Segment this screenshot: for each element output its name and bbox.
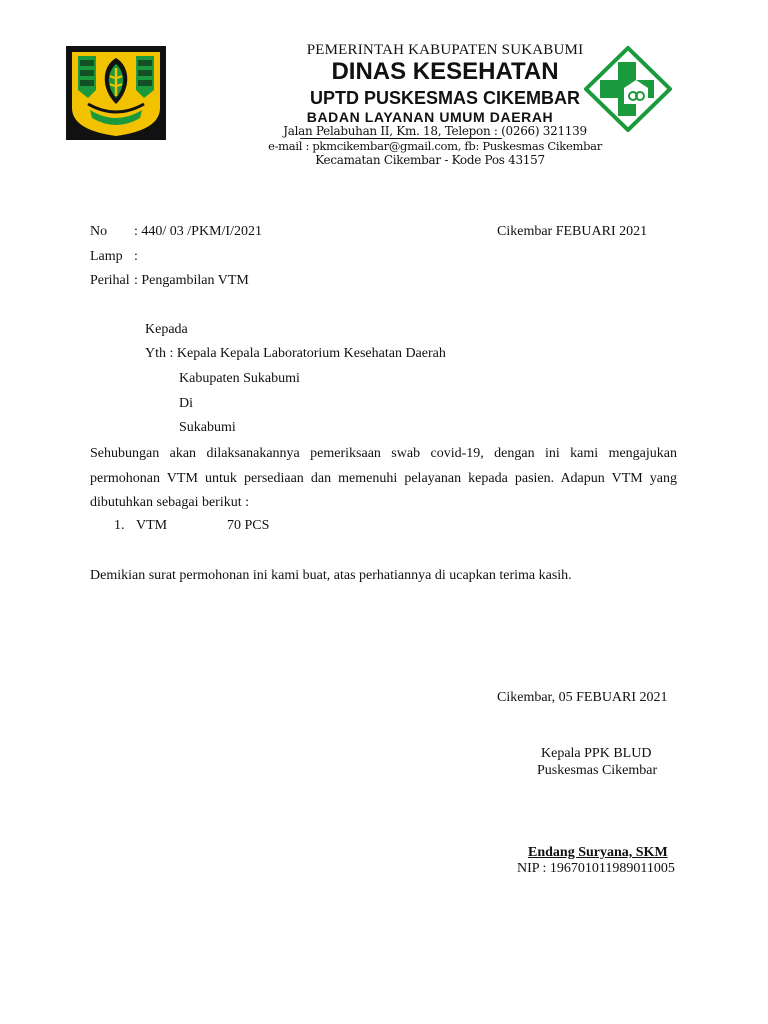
signatory-nip: NIP : 196701011989011005 bbox=[517, 861, 675, 876]
number-label: No bbox=[90, 224, 108, 239]
signature-title: Kepala PPK BLUD bbox=[541, 746, 652, 761]
letterhead-unit: UPTD PUSKESMAS CIKEMBAR bbox=[309, 88, 581, 108]
number-value: : 440/ 03 /PKM/I/2021 bbox=[134, 224, 262, 239]
subject-label: Perihal bbox=[90, 273, 130, 288]
attachment-label: Lamp bbox=[90, 249, 123, 264]
recipient-regency: Kabupaten Sukabumi bbox=[179, 371, 300, 386]
item-name: VTM bbox=[136, 518, 168, 533]
subject-value: : Pengambilan VTM bbox=[134, 273, 249, 288]
item-quantity: 70 PCS bbox=[227, 518, 270, 533]
signature-place-date: Cikembar, 05 FEBUARI 2021 bbox=[497, 690, 668, 705]
letterhead-blud: BADAN LAYANAN UMUM DAERAH bbox=[306, 109, 554, 125]
body-paragraph: Sehubungan akan dilaksanakannya pemeriksaan swab covid-19, dengan ini kami mengajukan permohonan VTM untuk persediaan dan memenuhi pelayanan kepada pasien. Adapun VTM yang dibutuhkan sebagai berikut : bbox=[90, 446, 677, 510]
item-number: 1. bbox=[114, 518, 125, 533]
letterhead-district: Kecamatan Cikembar - Kode Pos 43157 bbox=[315, 153, 545, 167]
attachment-value: : bbox=[134, 249, 138, 264]
letterhead-address: Jalan Pelabuhan II, Km. 18, Telepon : (0266) 321139 bbox=[283, 124, 587, 138]
signatory-name: Endang Suryana, SKM bbox=[528, 845, 668, 860]
letterhead-agency: DINAS KESEHATAN bbox=[331, 58, 559, 85]
recipient-yth: Yth : Kepala Kepala Laboratorium Kesehatan Daerah bbox=[145, 346, 446, 361]
recipient-city: Sukabumi bbox=[179, 420, 236, 435]
recipient-di: Di bbox=[179, 396, 193, 411]
kabupaten-sukabumi-emblem-icon bbox=[66, 46, 166, 140]
letterhead-government: PEMERINTAH KABUPATEN SUKABUMI bbox=[306, 42, 584, 58]
header-place-date: Cikembar FEBUARI 2021 bbox=[497, 224, 648, 239]
signature-institution: Puskesmas Cikembar bbox=[537, 763, 658, 778]
letterhead-email: e-mail : pkmcikembar@gmail.com, fb: Puskesmas Cikembar bbox=[268, 139, 602, 153]
recipient-kepada: Kepada bbox=[145, 322, 188, 337]
closing-sentence: Demikian surat permohonan ini kami buat, atas perhatiannya di ucapkan terima kasih. bbox=[90, 568, 572, 583]
